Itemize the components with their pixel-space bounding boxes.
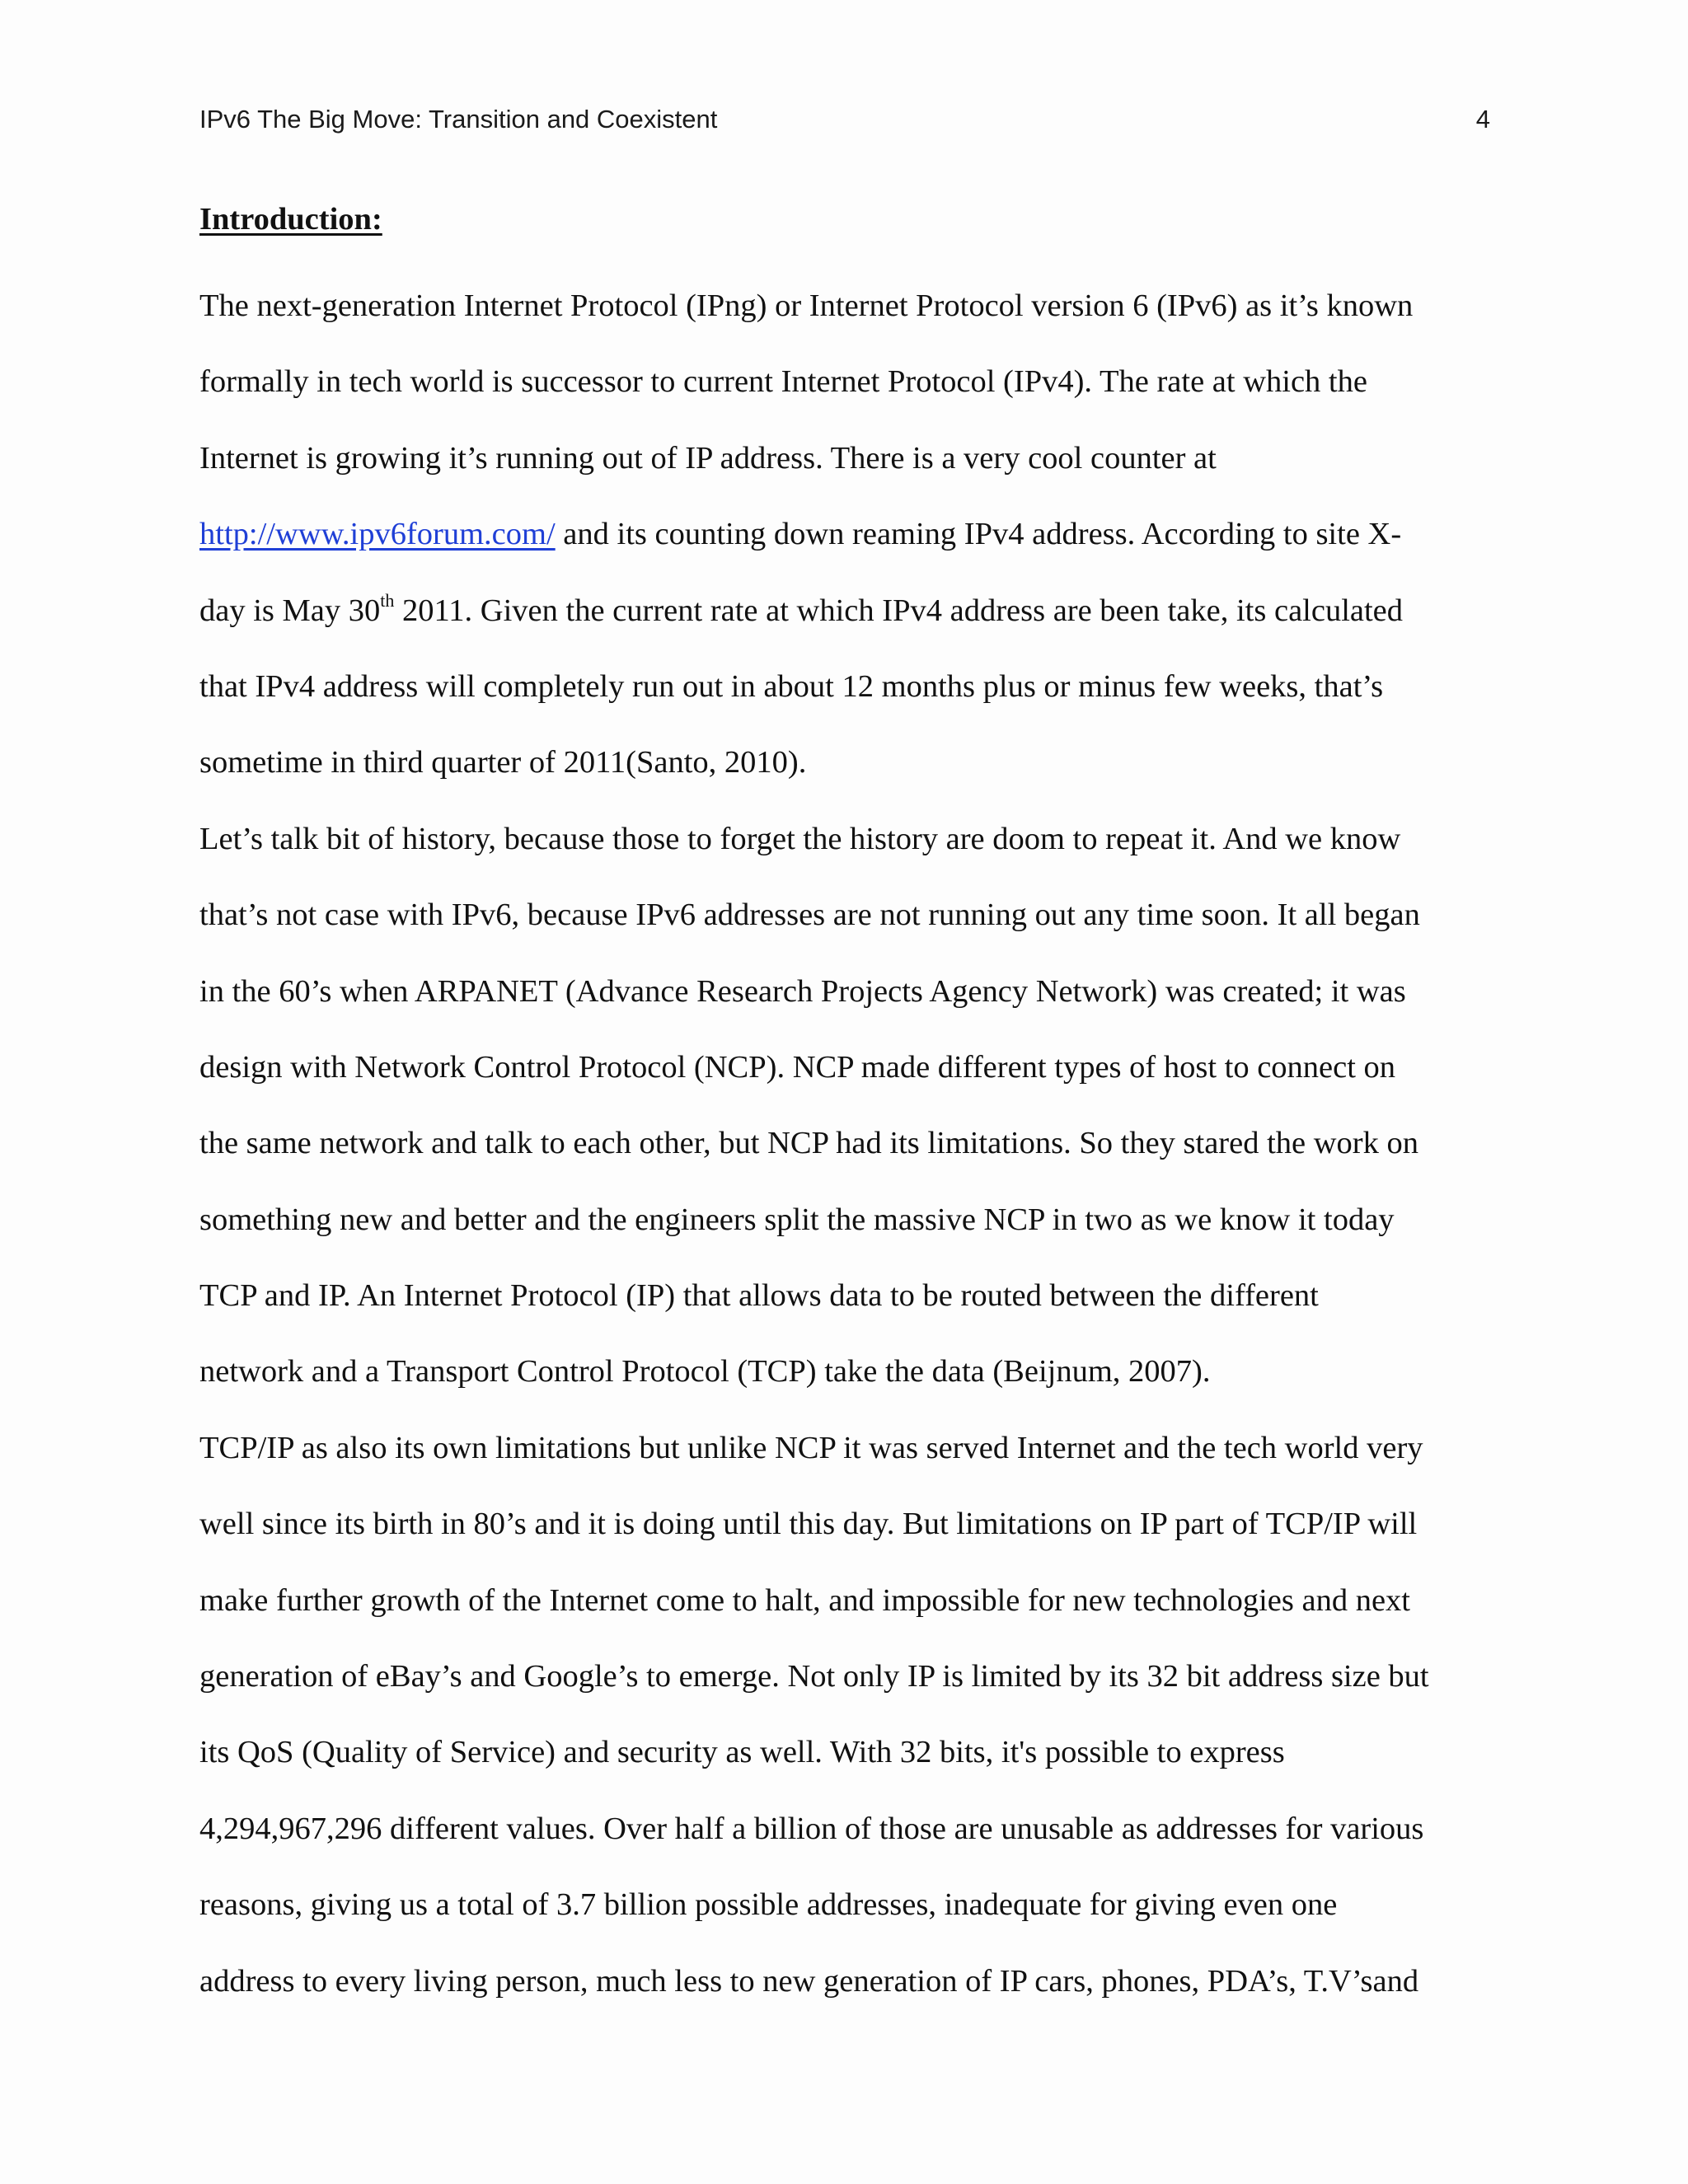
text-fragment: day is May 30 <box>199 593 381 628</box>
ordinal-superscript: th <box>380 589 395 611</box>
text-line: the same network and talk to each other, but NCP had its limitations. So they stared the work on <box>199 1126 1418 1161</box>
document-title: IPv6 The Big Move: Transition and Coexistent <box>199 105 718 134</box>
text-line: well since its birth in 80’s and it is doing until this day. But limitations on IP part of TCP/IP will <box>199 1507 1418 1542</box>
text-line: TCP and IP. An Internet Protocol (IP) that allows data to be routed between the different <box>199 1278 1319 1314</box>
text-line: in the 60’s when ARPANET (Advance Research Projects Agency Network) was created; it was <box>199 973 1406 1009</box>
page-number: 4 <box>1475 105 1490 134</box>
ipv6forum-link[interactable]: http://www.ipv6forum.com/ <box>199 517 556 552</box>
running-header <box>199 99 1490 140</box>
text-line: address to every living person, much less to new generation of IP cars, phones, PDA’s, T.V’sand <box>199 1963 1419 1999</box>
text-line: formally in tech world is successor to current Internet Protocol (IPv4). The rate at which the <box>199 364 1367 400</box>
text-line: 4,294,967,296 different values. Over half a billion of those are unusable as addresses for various <box>199 1811 1424 1846</box>
text-line: something new and better and the engineers split the massive NCP in two as we know it today <box>199 1202 1395 1237</box>
text-line: Internet is growing it’s running out of IP address. There is a very cool counter at <box>199 440 1217 476</box>
body-text <box>199 268 1518 2019</box>
text-line: sometime in third quarter of 2011(Santo, 2010). <box>199 745 807 780</box>
text-line <box>199 573 1518 649</box>
text-line: TCP/IP as also its own limitations but unlike NCP it was served Internet and the tech world very <box>199 1430 1423 1465</box>
text-line: that IPv4 address will completely run out in about 12 months plus or minus few weeks, that’s <box>199 668 1384 704</box>
text-line: The next-generation Internet Protocol (IPng) or Internet Protocol version 6 (IPv6) as it’s known <box>199 288 1414 323</box>
text-line: reasons, giving us a total of 3.7 billion possible addresses, inadequate for giving even one <box>199 1887 1338 1923</box>
text-line <box>199 496 1518 572</box>
text-line: Let’s talk bit of history, because those to forget the history are doom to repeat it. And we know <box>199 821 1401 856</box>
section-heading: Introduction: <box>199 202 382 237</box>
text-line: that’s not case with IPv6, because IPv6 addresses are not running out any time soon. It all began <box>199 898 1420 933</box>
text-line: design with Network Control Protocol (NCP). NCP made different types of host to connect on <box>199 1049 1396 1085</box>
text-line: network and a Transport Control Protocol (TCP) take the data (Beijnum, 2007). <box>199 1354 1211 1390</box>
text-fragment: 2011. Given the current rate at which IPv4 address are been take, its calculated <box>394 593 1404 628</box>
text-line: generation of eBay’s and Google’s to emerge. Not only IP is limited by its 32 bit address size but <box>199 1659 1429 1694</box>
text-fragment: and its counting down reaming IPv4 address. According to site X- <box>555 517 1402 552</box>
text-line: its QoS (Quality of Service) and security as well. With 32 bits, it's possible to express <box>199 1735 1285 1770</box>
text-line: make further growth of the Internet come to halt, and impossible for new technologies and next <box>199 1582 1410 1618</box>
